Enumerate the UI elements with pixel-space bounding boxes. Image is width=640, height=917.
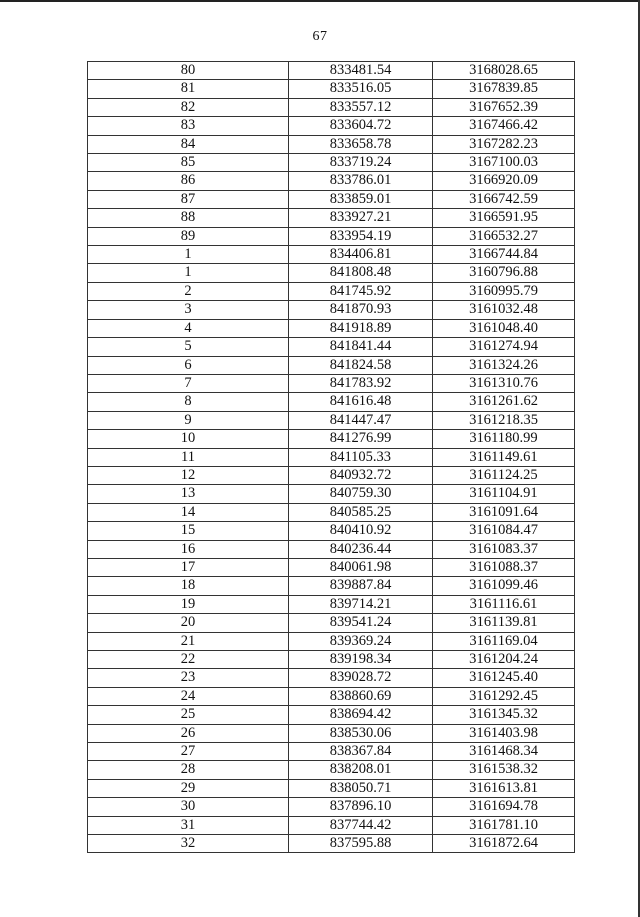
point-number-cell: 13 [88, 485, 289, 503]
point-number-cell: 81 [88, 80, 289, 98]
point-number-cell: 22 [88, 651, 289, 669]
x-coordinate-cell: 833954.19 [289, 227, 433, 245]
table-row [88, 743, 575, 761]
table-row [88, 246, 575, 264]
table-row [88, 595, 575, 613]
y-coordinate-cell: 3161124.25 [433, 466, 575, 484]
y-coordinate-cell: 3161694.78 [433, 798, 575, 816]
y-coordinate-cell: 3161345.32 [433, 706, 575, 724]
x-coordinate-cell: 838367.84 [289, 743, 433, 761]
table-row [88, 282, 575, 300]
x-coordinate-cell: 841824.58 [289, 356, 433, 374]
y-coordinate-cell: 3167282.23 [433, 135, 575, 153]
x-coordinate-cell: 834406.81 [289, 246, 433, 264]
table-row [88, 319, 575, 337]
x-coordinate-cell: 833786.01 [289, 172, 433, 190]
point-number-cell: 29 [88, 779, 289, 797]
table-row [88, 798, 575, 816]
y-coordinate-cell: 3166920.09 [433, 172, 575, 190]
y-coordinate-cell: 3166744.84 [433, 246, 575, 264]
table-row [88, 651, 575, 669]
x-coordinate-cell: 841447.47 [289, 411, 433, 429]
table-row [88, 301, 575, 319]
x-coordinate-cell: 840932.72 [289, 466, 433, 484]
x-coordinate-cell: 841105.33 [289, 448, 433, 466]
y-coordinate-cell: 3161204.24 [433, 651, 575, 669]
x-coordinate-cell: 833927.21 [289, 209, 433, 227]
y-coordinate-cell: 3161088.37 [433, 558, 575, 576]
table-row [88, 338, 575, 356]
table-row [88, 577, 575, 595]
x-coordinate-cell: 841808.48 [289, 264, 433, 282]
point-number-cell: 82 [88, 98, 289, 116]
table-row [88, 779, 575, 797]
y-coordinate-cell: 3161310.76 [433, 374, 575, 392]
x-coordinate-cell: 833481.54 [289, 62, 433, 80]
x-coordinate-cell: 840061.98 [289, 558, 433, 576]
y-coordinate-cell: 3161403.98 [433, 724, 575, 742]
table-row [88, 209, 575, 227]
table-row [88, 558, 575, 576]
y-coordinate-cell: 3161149.61 [433, 448, 575, 466]
table-row [88, 724, 575, 742]
table-row [88, 706, 575, 724]
point-number-cell: 4 [88, 319, 289, 337]
point-number-cell: 88 [88, 209, 289, 227]
x-coordinate-cell: 839887.84 [289, 577, 433, 595]
y-coordinate-cell: 3161083.37 [433, 540, 575, 558]
y-coordinate-cell: 3161169.04 [433, 632, 575, 650]
y-coordinate-cell: 3168028.65 [433, 62, 575, 80]
point-number-cell: 9 [88, 411, 289, 429]
x-coordinate-cell: 838530.06 [289, 724, 433, 742]
point-number-cell: 19 [88, 595, 289, 613]
point-number-cell: 14 [88, 503, 289, 521]
point-number-cell: 23 [88, 669, 289, 687]
y-coordinate-cell: 3161292.45 [433, 687, 575, 705]
point-number-cell: 15 [88, 522, 289, 540]
y-coordinate-cell: 3161245.40 [433, 669, 575, 687]
x-coordinate-cell: 833557.12 [289, 98, 433, 116]
table-row [88, 632, 575, 650]
point-number-cell: 12 [88, 466, 289, 484]
table-row [88, 135, 575, 153]
y-coordinate-cell: 3161116.61 [433, 595, 575, 613]
point-number-cell: 26 [88, 724, 289, 742]
point-number-cell: 2 [88, 282, 289, 300]
x-coordinate-cell: 837744.42 [289, 816, 433, 834]
point-number-cell: 80 [88, 62, 289, 80]
page-top-border [0, 0, 640, 2]
y-coordinate-cell: 3161099.46 [433, 577, 575, 595]
x-coordinate-cell: 833604.72 [289, 117, 433, 135]
x-coordinate-cell: 840410.92 [289, 522, 433, 540]
y-coordinate-cell: 3166591.95 [433, 209, 575, 227]
table-row [88, 356, 575, 374]
table-row [88, 430, 575, 448]
x-coordinate-cell: 841870.93 [289, 301, 433, 319]
x-coordinate-cell: 841276.99 [289, 430, 433, 448]
table-row [88, 540, 575, 558]
x-coordinate-cell: 833859.01 [289, 190, 433, 208]
point-number-cell: 17 [88, 558, 289, 576]
point-number-cell: 24 [88, 687, 289, 705]
y-coordinate-cell: 3161180.99 [433, 430, 575, 448]
coordinate-table [87, 61, 575, 853]
point-number-cell: 87 [88, 190, 289, 208]
y-coordinate-cell: 3161139.81 [433, 614, 575, 632]
x-coordinate-cell: 837896.10 [289, 798, 433, 816]
point-number-cell: 21 [88, 632, 289, 650]
table-row [88, 669, 575, 687]
x-coordinate-cell: 840236.44 [289, 540, 433, 558]
x-coordinate-cell: 841783.92 [289, 374, 433, 392]
y-coordinate-cell: 3160796.88 [433, 264, 575, 282]
x-coordinate-cell: 840585.25 [289, 503, 433, 521]
y-coordinate-cell: 3161032.48 [433, 301, 575, 319]
table-row [88, 835, 575, 853]
x-coordinate-cell: 841841.44 [289, 338, 433, 356]
point-number-cell: 11 [88, 448, 289, 466]
point-number-cell: 28 [88, 761, 289, 779]
y-coordinate-cell: 3167466.42 [433, 117, 575, 135]
point-number-cell: 3 [88, 301, 289, 319]
point-number-cell: 10 [88, 430, 289, 448]
table-row [88, 117, 575, 135]
x-coordinate-cell: 838050.71 [289, 779, 433, 797]
y-coordinate-cell: 3161613.81 [433, 779, 575, 797]
point-number-cell: 1 [88, 264, 289, 282]
y-coordinate-cell: 3160995.79 [433, 282, 575, 300]
table-row [88, 80, 575, 98]
point-number-cell: 84 [88, 135, 289, 153]
point-number-cell: 8 [88, 393, 289, 411]
point-number-cell: 27 [88, 743, 289, 761]
x-coordinate-cell: 841616.48 [289, 393, 433, 411]
coordinate-table-body [88, 62, 575, 853]
point-number-cell: 83 [88, 117, 289, 135]
point-number-cell: 20 [88, 614, 289, 632]
table-row [88, 154, 575, 172]
point-number-cell: 16 [88, 540, 289, 558]
page-number: 67 [312, 29, 328, 44]
table-row [88, 264, 575, 282]
table-row [88, 522, 575, 540]
point-number-cell: 7 [88, 374, 289, 392]
table-row [88, 227, 575, 245]
table-row [88, 172, 575, 190]
y-coordinate-cell: 3167652.39 [433, 98, 575, 116]
y-coordinate-cell: 3161218.35 [433, 411, 575, 429]
y-coordinate-cell: 3166742.59 [433, 190, 575, 208]
point-number-cell: 85 [88, 154, 289, 172]
y-coordinate-cell: 3166532.27 [433, 227, 575, 245]
x-coordinate-cell: 841745.92 [289, 282, 433, 300]
table-row [88, 448, 575, 466]
y-coordinate-cell: 3161538.32 [433, 761, 575, 779]
table-row [88, 503, 575, 521]
y-coordinate-cell: 3161468.34 [433, 743, 575, 761]
x-coordinate-cell: 838208.01 [289, 761, 433, 779]
table-row [88, 374, 575, 392]
y-coordinate-cell: 3167839.85 [433, 80, 575, 98]
x-coordinate-cell: 837595.88 [289, 835, 433, 853]
point-number-cell: 18 [88, 577, 289, 595]
x-coordinate-cell: 839541.24 [289, 614, 433, 632]
point-number-cell: 1 [88, 246, 289, 264]
x-coordinate-cell: 833719.24 [289, 154, 433, 172]
x-coordinate-cell: 833516.05 [289, 80, 433, 98]
table-row [88, 411, 575, 429]
x-coordinate-cell: 839198.34 [289, 651, 433, 669]
table-row [88, 466, 575, 484]
y-coordinate-cell: 3161261.62 [433, 393, 575, 411]
point-number-cell: 32 [88, 835, 289, 853]
table-row [88, 393, 575, 411]
table-row [88, 98, 575, 116]
table-row [88, 614, 575, 632]
x-coordinate-cell: 839369.24 [289, 632, 433, 650]
table-row [88, 687, 575, 705]
y-coordinate-cell: 3161324.26 [433, 356, 575, 374]
table-row [88, 816, 575, 834]
y-coordinate-cell: 3167100.03 [433, 154, 575, 172]
point-number-cell: 86 [88, 172, 289, 190]
point-number-cell: 5 [88, 338, 289, 356]
point-number-cell: 89 [88, 227, 289, 245]
y-coordinate-cell: 3161084.47 [433, 522, 575, 540]
x-coordinate-cell: 840759.30 [289, 485, 433, 503]
table-row [88, 761, 575, 779]
y-coordinate-cell: 3161104.91 [433, 485, 575, 503]
y-coordinate-cell: 3161048.40 [433, 319, 575, 337]
table-row [88, 190, 575, 208]
y-coordinate-cell: 3161872.64 [433, 835, 575, 853]
point-number-cell: 30 [88, 798, 289, 816]
y-coordinate-cell: 3161274.94 [433, 338, 575, 356]
x-coordinate-cell: 833658.78 [289, 135, 433, 153]
x-coordinate-cell: 839714.21 [289, 595, 433, 613]
table-row [88, 62, 575, 80]
x-coordinate-cell: 838694.42 [289, 706, 433, 724]
point-number-cell: 25 [88, 706, 289, 724]
y-coordinate-cell: 3161781.10 [433, 816, 575, 834]
point-number-cell: 31 [88, 816, 289, 834]
point-number-cell: 6 [88, 356, 289, 374]
x-coordinate-cell: 841918.89 [289, 319, 433, 337]
x-coordinate-cell: 839028.72 [289, 669, 433, 687]
x-coordinate-cell: 838860.69 [289, 687, 433, 705]
y-coordinate-cell: 3161091.64 [433, 503, 575, 521]
table-row [88, 485, 575, 503]
